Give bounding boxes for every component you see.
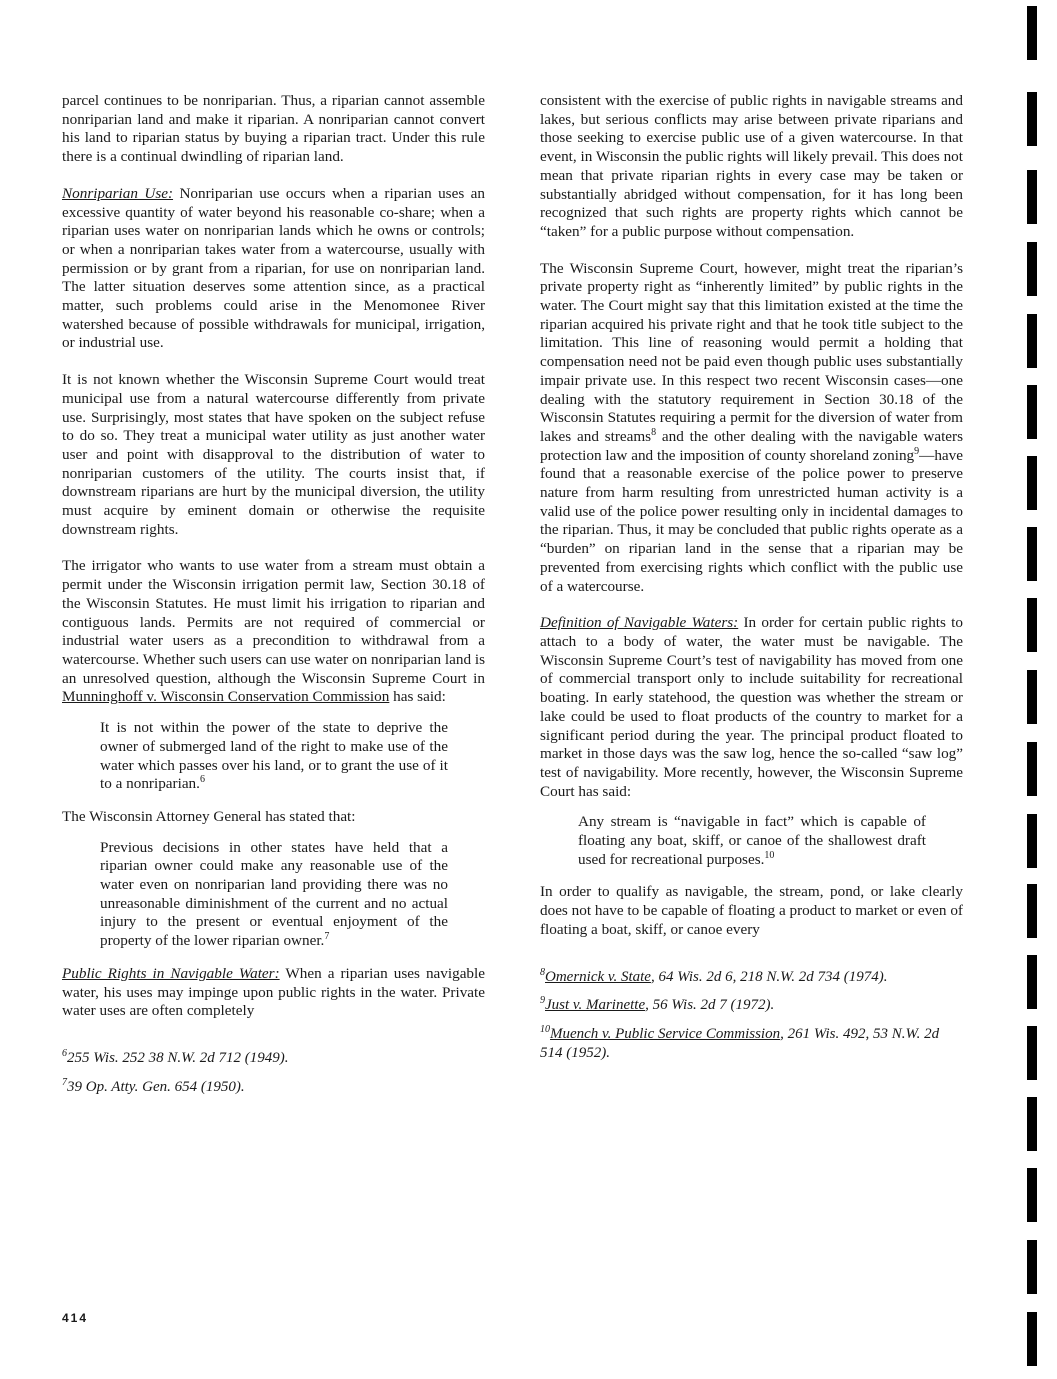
- registration-mark: [1027, 456, 1037, 510]
- right-column: [540, 92, 963, 1072]
- paragraph: The Wisconsin Attorney General has stated that:: [62, 807, 356, 825]
- footnote-ref: 8: [651, 426, 657, 438]
- footnote-spacer: [540, 958, 963, 968]
- footnote: $^{10}$Muench v. Public Service Commission, 261 Wis. 492, 53 N.W. 2d 514 (1952).: [540, 1023, 940, 1061]
- registration-mark: [1027, 670, 1037, 724]
- paragraph: consistent with the exercise of public rights in navigable streams and lakes, but serious conflicts may arise between private riparians and those seeking to exercise public use of a given watercourse. In that event, in Wisconsin the public rights will likely prevail. This does not mean that private riparian rights in every case may be taken or substantially abridged without compensation, for it has long been recognized that such rights are property rights which cannot be “taken” for a public purpose without compensation.: [540, 92, 963, 240]
- paragraph-navigable-waters: Definition of Navigable Waters: In order for certain public rights to attach to a body of water, the water must be navigable. The Wisconsin Supreme Court’s test of navigability has moved from one of commercial transport only to include suitability for recreational boating. In early statehood, the question was whether the stream or lake could be used to float products of the country to market for a significant period during the year. The principal product floated to market in those days was the saw log, hence the so-called “saw log” test of navigability. More recently, however, the Wisconsin Supreme Court has said:: [540, 614, 963, 800]
- case-citation: Muench v. Public Service Commission: [550, 1025, 781, 1042]
- registration-mark: [1027, 598, 1037, 652]
- paragraph-public-rights: Public Rights in Navigable Water: When a riparian uses navigable water, his uses may impinge upon public rights in the water. Private water uses are often completely: [62, 964, 485, 1020]
- registration-mark: [1027, 1168, 1037, 1222]
- block-quote: Previous decisions in other states have held that a riparian owner could make any reasonable use of the water even on nonriparian land providing there was no unreasonable diminishment of the current and no actual injury to the present or eventual enjoyment of the property of the lower riparian owner.$^7$: [100, 838, 448, 950]
- registration-mark: [1027, 1026, 1037, 1080]
- section-heading: Nonriparian Use:: [62, 184, 174, 202]
- paragraph: In order to qualify as navigable, the stream, pond, or lake clearly does not have to be capable of floating a product to market or even of floating a boat, skiff, or canoe every: [540, 883, 963, 938]
- footnote: $^7$39 Op. Atty. Gen. 654 (1950).: [62, 1076, 245, 1095]
- paragraph: It is not known whether the Wisconsin Supreme Court would treat municipal use from a natural watercourse differently from private use. Surprisingly, most states that have spoken on the subject refuse to do so. They treat a municipal water utility as just another water user and point with disapproval to the distribution of water to nonriparian customers of the utility. The courts insist that, if downstream riparians are hurt by the municipal diversion, the utility must acquire by eminent domain or otherwise the requisite downstream rights.: [62, 371, 485, 538]
- left-column: [62, 92, 485, 1106]
- registration-mark: [1027, 742, 1037, 796]
- block-quote: It is not within the power of the state to deprive the owner of submerged land of the right to make use of the water which passes over his land, or to grant the use of it to a nonriparian.$^6$: [100, 719, 448, 793]
- footnote-ref: 10: [764, 849, 775, 861]
- scan-registration-marks: [1027, 0, 1039, 1379]
- registration-mark: [1027, 314, 1037, 368]
- registration-mark: [1027, 1312, 1037, 1366]
- registration-mark: [1027, 170, 1037, 224]
- footnote: $^8$Omernick v. State, 64 Wis. 2d 6, 218 N.W. 2d 734 (1974).: [540, 966, 888, 985]
- registration-mark: [1027, 814, 1037, 868]
- registration-mark: [1027, 1097, 1037, 1151]
- paragraph: The Wisconsin Supreme Court, however, might treat the riparian’s private property right as “inherently limited” by public rights in the water. The Court might say that this limitation existed at the time the riparian acquired his private right and that he took title subject to the limitation. This line of reasoning would permit a holding that compensation need not be paid even though public uses substantially impair private use. In this respect two recent Wisconsin cases—one dealing with the statutory requirement in Section 30.18 of the Wisconsin Statutes requiring a permit for the diversion of water from lakes and streams$^8$ and the other dealing with the navigable waters protection law and the imposition of county shoreland zoning$^9$—have found that a reasonable exercise of the police power to preserve nature from harm resulting from unrestricted human activity is a valid use of the police power resulting only in incidental damages to the riparian. Thus, it may be concluded that public rights operate as a “burden” on riparian land in the sense that a riparian may be prevented from exercising rights which conflict with the public use of a watercourse.: [540, 259, 964, 595]
- case-citation: Munninghoff v. Wisconsin Conservation Commission: [62, 688, 390, 706]
- section-heading: Public Rights in Navigable Water:: [62, 964, 280, 982]
- page-number: 414: [62, 1311, 89, 1325]
- registration-mark: [1027, 1240, 1037, 1294]
- footnote: $^6$255 Wis. 252 38 N.W. 2d 712 (1949).: [62, 1047, 289, 1066]
- case-citation: Just v. Marinette: [545, 997, 646, 1014]
- registration-mark: [1027, 6, 1037, 60]
- section-heading: Definition of Navigable Waters:: [540, 614, 739, 632]
- registration-mark: [1027, 955, 1037, 1009]
- footnote-ref: 9: [914, 445, 920, 457]
- footnote: $^9$Just v. Marinette, 56 Wis. 2d 7 (1972).: [540, 995, 775, 1014]
- paragraph-nonriparian-use: Nonriparian Use: Nonriparian use occurs when a riparian uses an excessive quantity of water beyond his reasonable co-share; when a riparian uses water on nonriparian lands which he owns or controls; or when a nonriparian takes water from a watercourse, usually with permission or by grant from a riparian, for use on nonriparian land. The latter situation deserves some attention since, as a practical matter, such problems could arise in the Menomonee River watershed because of possible withdrawals for municipal, irrigation, or industrial use.: [62, 184, 485, 352]
- paragraph: parcel continues to be nonriparian. Thus, a riparian cannot assemble nonriparian land and make it riparian. A nonriparian cannot convert his land to riparian status by buying a riparian tract. Under this rule there is a continual dwindling of riparian land.: [62, 92, 485, 166]
- footnote-ref: 6: [199, 774, 205, 786]
- registration-mark: [1027, 527, 1037, 581]
- block-quote: Any stream is “navigable in fact” which is capable of floating any boat, skiff, or canoe of the shallowest draft used for recreational purposes.$^{10}$: [578, 813, 926, 868]
- footnote-spacer: [62, 1039, 485, 1049]
- registration-mark: [1027, 92, 1037, 146]
- footnote-ref: 7: [324, 931, 330, 943]
- registration-mark: [1027, 385, 1037, 439]
- case-citation: Omernick v. State: [545, 968, 651, 985]
- registration-mark: [1027, 242, 1037, 296]
- paragraph: The irrigator who wants to use water from a stream must obtain a permit under the Wisconsin irrigation permit law, Section 30.18 of the Wisconsin Statutes. He must limit his irrigation to riparian and contiguous lands. Permits are not required of commercial or industrial water users as a precondition to withdrawal from a watercourse. Whether such users can use water on nonriparian land is an unresolved question, although the Wisconsin Supreme Court in Munninghoff v. Wisconsin Conservation Commission has said:: [62, 557, 485, 706]
- registration-mark: [1027, 884, 1037, 938]
